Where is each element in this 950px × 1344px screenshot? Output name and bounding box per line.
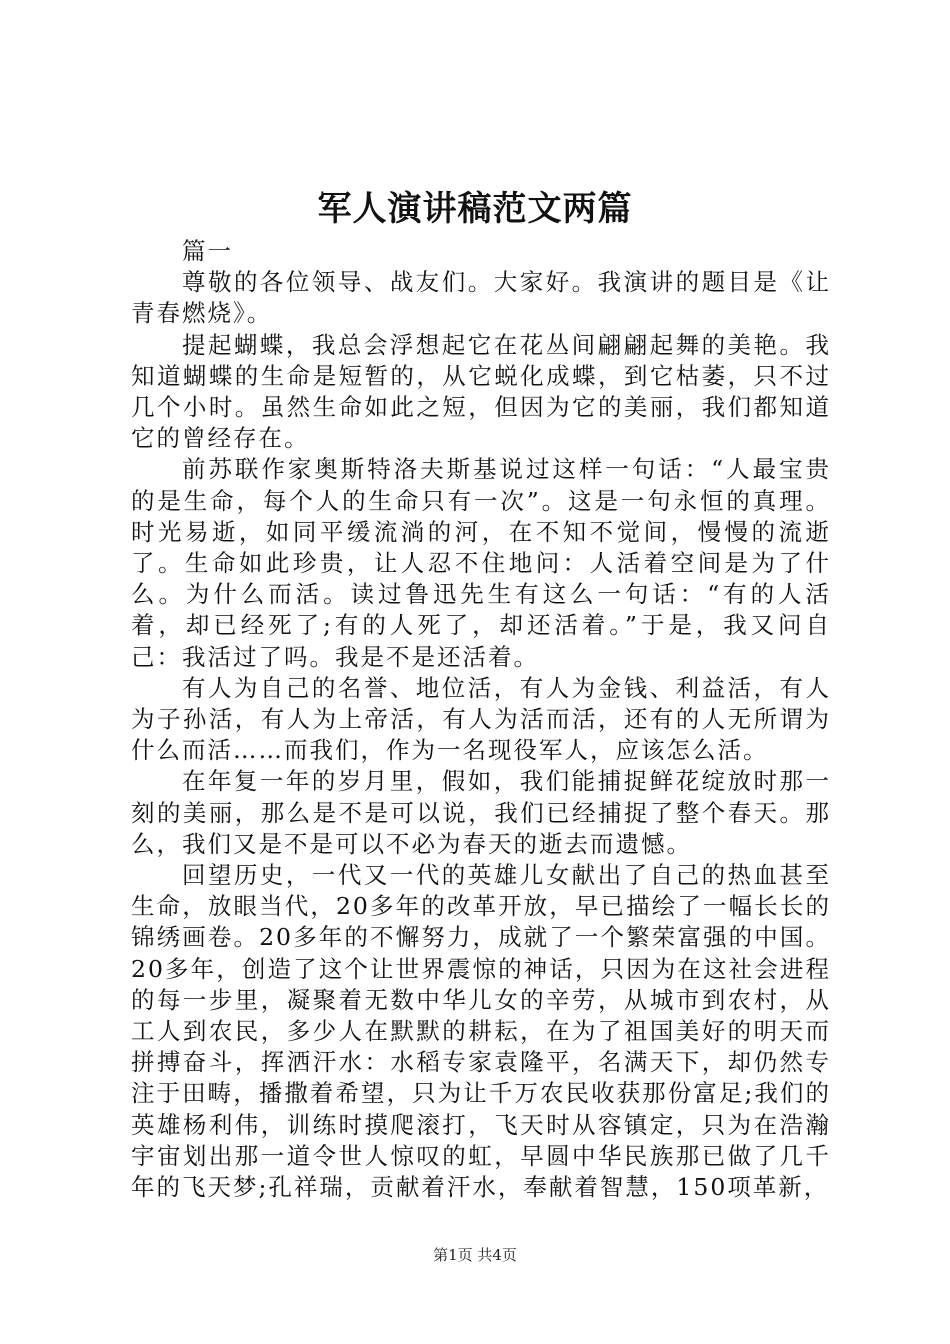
- paragraph-life-value: 前苏联作家奥斯特洛夫斯基说过这样一句话：“人最宝贵的是生命，每个人的生命只有一次”。这是一句永恒的真理。时光易逝，如同平缓流淌的河，在不知不觉间，慢慢的流逝了。生命如此珍贵，让人忍不住地问：人活着空间是为了什么。为什么而活。读过鲁迅先生有这么一句话：“有的人活着，却已经死了;有的人死了，却还活着。”于是，我又问自己：我活过了吗。我是不是还活着。: [131, 455, 831, 671]
- document-title: 军人演讲稿范文两篇: [317, 189, 633, 229]
- paragraph-how-to-live: 有人为自己的名誉、地位活，有人为金钱、利益活，有人为子孙活，有人为上帝活，有人为活而活，还有的人无所谓为什么而活……而我们，作为一名现役军人，应该怎么活。: [131, 673, 831, 765]
- paragraph-spring: 在年复一年的岁月里，假如，我们能捕捉鲜花绽放时那一刻的美丽，那么是不是可以说，我们已经捕捉了整个春天。那么，我们又是不是可以不必为春天的逝去而遗憾。: [131, 767, 831, 858]
- section-heading: 篇一: [182, 237, 233, 265]
- paragraph-history: 回望历史，一代又一代的英雄儿女献出了自己的热血甚至生命，放眼当代，20多年的改革开放，早已描绘了一幅长长的锦绣画卷。20多年的不懈努力，成就了一个繁荣富强的中国。20多年，创造了这个让世界震惊的神话，只因为在这社会进程的每一步里，凝聚着无数中华儿女的辛劳，从城市到农村，从工人到农民，多少人在默默的耕耘，在为了祖国美好的明天而拼搏奋斗，挥洒汗水：水稻专家袁隆平，名满天下，却仍然专注于田畴，播撒着希望，只为让千万农民收获那份富足;我们的英雄杨利伟，训练时摸爬滚打，飞天时从容镇定，只为在浩瀚宇宙划出那一道令世人惊叹的虹，早圆中华民族那已做了几千年的飞天梦;孔祥瑞，贡献着汗水，奉献着智慧，150项革新，: [131, 861, 831, 1202]
- paragraph-greeting: 尊敬的各位领导、战友们。大家好。我演讲的题目是《让青春燃烧》。: [131, 268, 831, 328]
- document-body: [131, 236, 831, 1203]
- page-footer: 第1页 共4页: [433, 1246, 517, 1264]
- paragraph-butterfly: 提起蝴蝶，我总会浮想起它在花丛间翩翩起舞的美艳。我知道蝴蝶的生命是短暂的，从它蜕化成蝶，到它枯萎，只不过几个小时。虽然生命如此之短，但因为它的美丽，我们都知道它的曾经存在。: [131, 330, 831, 453]
